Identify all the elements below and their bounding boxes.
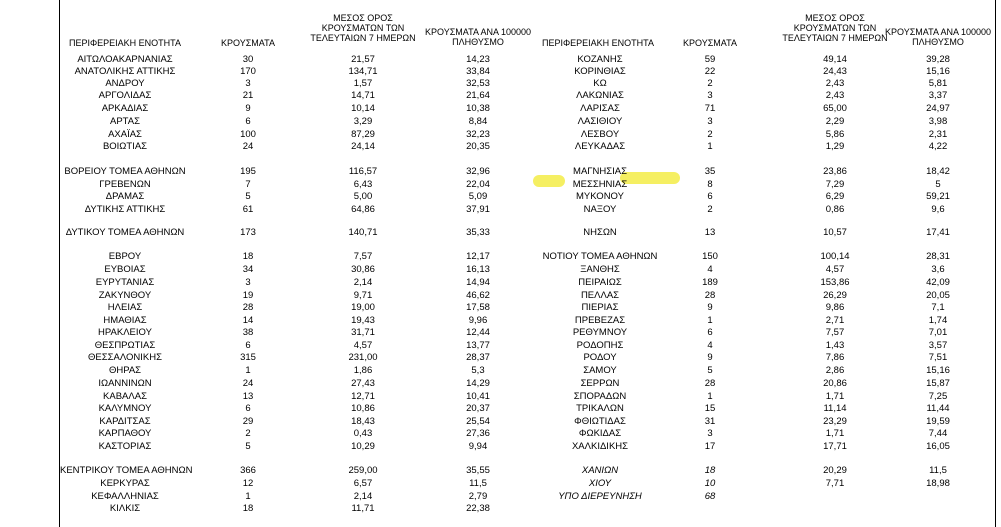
right-row-15-cases: 189 <box>702 277 718 288</box>
right-row-21-cases: 9 <box>707 352 713 363</box>
left-row-2-name: ΑΝΔΡΟΥ <box>105 78 145 89</box>
right-row-26-per: 19,59 <box>926 416 950 427</box>
right-row-8-name: ΜΑΓΝΗΣΙΑΣ <box>573 166 627 177</box>
left-row-9-per: 22,04 <box>466 179 490 190</box>
left-row-20-per: 13,77 <box>466 340 490 351</box>
right-row-17-avg: 9,86 <box>825 302 845 313</box>
right-row-10-cases: 6 <box>707 191 713 202</box>
right-row-9-avg: 7,29 <box>825 179 845 190</box>
right-row-27-name: ΦΩΚΙΔΑΣ <box>578 428 622 439</box>
left-row-20-avg: 4,57 <box>353 340 373 351</box>
right-row-20-name: ΡΟΔΟΠΗΣ <box>576 340 624 351</box>
left-row-9-name: ΓΡΕΒΕΝΩΝ <box>99 179 151 190</box>
right-row-23-per: 15,87 <box>926 378 950 389</box>
left-row-31-per: 2,79 <box>468 491 488 502</box>
right-row-21-avg: 7,86 <box>825 352 845 363</box>
left-row-28-avg: 10,29 <box>351 441 375 452</box>
right-row-16-avg: 26,29 <box>823 290 847 301</box>
right-row-29-name: ΧΑΝΙΩΝ <box>581 465 619 476</box>
right-row-17-name: ΠΙΕΡΙΑΣ <box>581 302 619 313</box>
right-row-0-per: 39,28 <box>926 54 950 65</box>
left-row-29-per: 35,55 <box>466 465 490 476</box>
left-row-17-per: 17,58 <box>466 302 490 313</box>
right-row-0-name: ΚΟΖΑΝΗΣ <box>577 54 623 65</box>
right-row-30-avg: 7,71 <box>825 478 845 489</box>
right-row-2-per: 5,81 <box>928 78 948 89</box>
left-row-3-avg: 14,71 <box>351 90 375 101</box>
right-row-5-avg: 2,29 <box>825 116 845 127</box>
left-row-29-cases: 366 <box>240 465 256 476</box>
left-row-30-cases: 12 <box>242 478 254 489</box>
left-row-17-cases: 28 <box>242 302 254 313</box>
right-row-26-avg: 23,29 <box>823 416 847 427</box>
left-row-9-avg: 6,43 <box>353 179 373 190</box>
left-row-2-avg: 1,57 <box>353 78 373 89</box>
left-row-13-cases: 18 <box>242 251 254 262</box>
right-row-12-cases: 13 <box>704 227 716 238</box>
left-row-17-avg: 19,00 <box>351 302 375 313</box>
left-row-24-cases: 13 <box>242 391 254 402</box>
right-row-7-per: 4,22 <box>928 141 948 152</box>
right-row-9-per: 5 <box>935 179 941 190</box>
header-per100k-right: ΚΡΟΥΣΜΑΤΑ ΑΝΑ 100000 ΠΛΗΘΥΣΜΟ <box>885 27 991 47</box>
left-row-28-per: 9,94 <box>468 441 488 452</box>
left-row-1-cases: 170 <box>240 66 256 77</box>
left-row-15-per: 14,94 <box>466 277 490 288</box>
right-row-20-avg: 1,43 <box>825 340 845 351</box>
header-cases-left: ΚΡΟΥΣΜΑΤΑ <box>221 38 275 48</box>
left-row-14-avg: 30,86 <box>351 264 375 275</box>
right-row-4-avg: 65,00 <box>823 103 847 114</box>
left-row-19-per: 12,44 <box>466 327 490 338</box>
right-row-11-name: ΝΑΞΟΥ <box>583 204 617 215</box>
right-row-30-cases: 10 <box>704 478 716 489</box>
left-row-6-cases: 100 <box>240 129 256 140</box>
left-row-12-name: ΔΥΤΙΚΟΥ ΤΟΜΕΑ ΑΘΗΝΩΝ <box>65 227 185 238</box>
left-row-0-cases: 30 <box>242 54 254 65</box>
right-row-16-name: ΠΕΛΛΑΣ <box>580 290 620 301</box>
left-row-32-name: ΚΙΛΚΙΣ <box>109 503 141 514</box>
right-row-13-avg: 100,14 <box>820 251 850 262</box>
left-row-4-per: 10,38 <box>466 103 490 114</box>
left-row-28-cases: 5 <box>245 441 251 452</box>
left-row-11-per: 37,91 <box>466 204 490 215</box>
right-row-15-per: 42,09 <box>926 277 950 288</box>
right-row-10-name: ΜΥΚΟΝΟΥ <box>576 191 624 202</box>
left-row-12-per: 35,33 <box>466 227 490 238</box>
left-row-23-per: 14,29 <box>466 378 490 389</box>
left-row-7-name: ΒΟΙΩΤΙΑΣ <box>102 141 148 152</box>
left-row-3-per: 21,64 <box>466 90 490 101</box>
left-row-18-per: 9,96 <box>468 315 488 326</box>
right-row-22-cases: 5 <box>707 365 713 376</box>
header-region-right: ΠΕΡΙΦΕΡΕΙΑΚΗ ΕΝΟΤΗΤΑ <box>541 38 655 48</box>
left-row-20-name: ΘΕΣΠΡΩΤΙΑΣ <box>94 340 156 351</box>
left-row-10-per: 5,09 <box>468 191 488 202</box>
left-row-1-avg: 134,71 <box>348 66 378 77</box>
right-row-24-avg: 1,71 <box>825 391 845 402</box>
left-row-26-cases: 29 <box>242 416 254 427</box>
left-row-2-per: 32,53 <box>466 78 490 89</box>
left-row-10-avg: 5,00 <box>353 191 373 202</box>
left-row-31-cases: 1 <box>245 491 251 502</box>
left-row-30-avg: 6,57 <box>353 478 373 489</box>
right-row-25-cases: 15 <box>704 403 716 414</box>
left-row-0-name: ΑΙΤΩΛΟΑΚΑΡΝΑΝΙΑΣ <box>77 54 173 65</box>
left-row-25-cases: 6 <box>245 403 251 414</box>
right-row-29-avg: 20,29 <box>823 465 847 476</box>
right-row-1-name: ΚΟΡΙΝΘΙΑΣ <box>574 66 626 77</box>
left-row-30-name: ΚΕΡΚΥΡΑΣ <box>100 478 150 489</box>
left-row-11-cases: 61 <box>242 204 254 215</box>
left-row-32-per: 22,38 <box>466 503 490 514</box>
left-row-25-per: 20,37 <box>466 403 490 414</box>
right-row-18-name: ΠΡΕΒΕΖΑΣ <box>574 315 626 326</box>
right-row-6-name: ΛΕΣΒΟΥ <box>580 129 620 140</box>
right-row-21-name: ΡΟΔΟΥ <box>583 352 617 363</box>
left-row-4-avg: 10,14 <box>351 103 375 114</box>
right-row-29-cases: 18 <box>704 465 716 476</box>
right-row-27-per: 7,44 <box>928 428 948 439</box>
left-row-0-per: 14,23 <box>466 54 490 65</box>
right-row-2-name: ΚΩ <box>593 78 607 89</box>
left-row-18-name: ΗΜΑΘΙΑΣ <box>103 315 147 326</box>
left-row-25-name: ΚΑΛΥΜΝΟΥ <box>98 403 152 414</box>
left-row-7-avg: 24,14 <box>351 141 375 152</box>
left-row-5-cases: 6 <box>245 116 251 127</box>
left-row-26-name: ΚΑΡΔΙΤΣΑΣ <box>99 416 151 427</box>
right-row-28-avg: 17,71 <box>823 441 847 452</box>
right-row-29-per: 11,5 <box>929 465 947 476</box>
left-row-27-avg: 0,43 <box>353 428 373 439</box>
left-row-6-name: ΑΧΑΪΑΣ <box>108 129 142 140</box>
right-row-11-cases: 2 <box>707 204 713 215</box>
right-row-0-avg: 49,14 <box>823 54 847 65</box>
right-row-28-name: ΧΑΛΚΙΔΙΚΗΣ <box>571 441 629 452</box>
right-row-4-per: 24,97 <box>926 103 950 114</box>
left-row-8-cases: 195 <box>240 166 256 177</box>
right-row-24-per: 7,25 <box>928 391 948 402</box>
left-row-22-name: ΘΗΡΑΣ <box>108 365 142 376</box>
right-row-18-cases: 1 <box>707 315 713 326</box>
right-row-26-cases: 31 <box>704 416 716 427</box>
left-row-22-per: 5,3 <box>471 365 485 376</box>
right-row-0-cases: 59 <box>704 54 716 65</box>
left-row-8-name: ΒΟΡΕΙΟΥ ΤΟΜΕΑ ΑΘΗΝΩΝ <box>64 166 186 177</box>
left-row-32-avg: 11,71 <box>351 503 375 514</box>
right-row-22-name: ΣΑΜΟΥ <box>583 365 617 376</box>
right-row-20-per: 3,57 <box>928 340 948 351</box>
left-row-29-avg: 259,00 <box>348 465 378 476</box>
header-cases-right: ΚΡΟΥΣΜΑΤΑ <box>683 38 737 48</box>
left-row-8-per: 32,96 <box>466 166 490 177</box>
left-row-29-name: ΚΕΝΤΡΙΚΟΥ ΤΟΜΕΑ ΑΘΗΝΩΝ <box>60 465 193 476</box>
left-row-14-per: 16,13 <box>466 264 490 275</box>
left-row-4-cases: 9 <box>245 103 251 114</box>
left-row-18-avg: 19,43 <box>351 315 375 326</box>
left-row-3-name: ΑΡΓΟΛΙΔΑΣ <box>98 90 152 101</box>
left-row-4-name: ΑΡΚΑΔΙΑΣ <box>101 103 149 114</box>
right-row-25-per: 11,44 <box>926 403 950 414</box>
right-row-20-cases: 4 <box>707 340 713 351</box>
right-row-19-avg: 7,57 <box>825 327 845 338</box>
right-row-26-name: ΦΘΙΩΤΙΔΑΣ <box>574 416 626 427</box>
right-row-18-avg: 2,71 <box>825 315 845 326</box>
left-row-6-avg: 87,29 <box>351 129 375 140</box>
right-row-30-name: ΧΙΟΥ <box>588 478 612 489</box>
right-row-4-name: ΛΑΡΙΣΑΣ <box>580 103 620 114</box>
right-row-3-name: ΛΑΚΩΝΙΑΣ <box>576 90 624 101</box>
left-row-17-name: ΗΛΕΙΑΣ <box>107 302 143 313</box>
right-row-7-avg: 1,29 <box>825 141 845 152</box>
left-row-21-avg: 231,00 <box>348 352 378 363</box>
right-row-10-per: 59,21 <box>926 191 950 202</box>
left-row-27-cases: 2 <box>245 428 251 439</box>
right-row-12-name: ΝΗΣΩΝ <box>583 227 617 238</box>
left-row-16-per: 46,62 <box>466 290 490 301</box>
right-row-3-per: 3,37 <box>928 90 948 101</box>
left-row-1-name: ΑΝΑΤΟΛΙΚΗΣ ΑΤΤΙΚΗΣ <box>74 66 176 77</box>
left-row-25-avg: 10,86 <box>351 403 375 414</box>
left-row-27-name: ΚΑΡΠΑΘΟΥ <box>98 428 152 439</box>
right-row-9-cases: 8 <box>707 179 713 190</box>
right-row-16-cases: 28 <box>704 290 716 301</box>
right-row-27-cases: 3 <box>707 428 713 439</box>
left-row-3-cases: 21 <box>242 90 254 101</box>
right-row-21-per: 7,51 <box>928 352 948 363</box>
right-row-19-cases: 6 <box>707 327 713 338</box>
right-row-23-name: ΣΕΡΡΩΝ <box>580 378 620 389</box>
right-row-23-cases: 28 <box>704 378 716 389</box>
header-avg7-right: ΜΕΣΟΣ ΟΡΟΣ ΚΡΟΥΣΜΑΤΩΝ ΤΩΝ ΤΕΛΕΥΤΑΙΩΝ 7 ΗΜΕΡΩΝ <box>782 13 888 43</box>
left-row-14-cases: 34 <box>242 264 254 275</box>
right-row-11-per: 9,6 <box>931 204 945 215</box>
left-row-12-cases: 173 <box>240 227 256 238</box>
right-row-5-cases: 3 <box>707 116 713 127</box>
left-row-21-per: 28,37 <box>466 352 490 363</box>
left-row-18-cases: 14 <box>242 315 254 326</box>
left-row-23-name: ΙΩΑΝΝΙΝΩΝ <box>98 378 152 389</box>
right-row-3-avg: 2,43 <box>825 90 845 101</box>
right-row-14-name: ΞΑΝΘΗΣ <box>580 264 620 275</box>
left-row-11-avg: 64,86 <box>351 204 375 215</box>
right-row-14-cases: 4 <box>707 264 713 275</box>
right-row-2-cases: 2 <box>707 78 713 89</box>
left-row-7-per: 20,35 <box>466 141 490 152</box>
right-row-8-cases: 35 <box>704 166 716 177</box>
footer-cut-text <box>62 520 992 527</box>
left-row-2-cases: 3 <box>245 78 251 89</box>
right-row-28-cases: 17 <box>704 441 716 452</box>
right-row-4-cases: 71 <box>704 103 716 114</box>
left-row-21-name: ΘΕΣΣΑΛΟΝΙΚΗΣ <box>88 352 162 363</box>
right-row-30-per: 18,98 <box>926 478 950 489</box>
right-row-16-per: 20,05 <box>926 290 950 301</box>
right-row-22-avg: 2,86 <box>825 365 845 376</box>
left-row-32-cases: 18 <box>242 503 254 514</box>
right-row-7-cases: 1 <box>707 141 713 152</box>
right-row-17-cases: 9 <box>707 302 713 313</box>
right-row-2-avg: 2,43 <box>825 78 845 89</box>
left-row-21-cases: 315 <box>240 352 256 363</box>
right-row-19-name: ΡΕΘΥΜΝΟΥ <box>572 327 628 338</box>
left-row-22-avg: 1,86 <box>353 365 373 376</box>
right-row-31-name: ΥΠΟ ΔΙΕΡΕΥΝΗΣΗ <box>558 491 642 502</box>
left-row-15-cases: 3 <box>245 277 251 288</box>
left-row-24-per: 10,41 <box>466 391 490 402</box>
right-row-1-per: 15,16 <box>926 66 950 77</box>
right-row-6-avg: 5,86 <box>825 129 845 140</box>
left-row-20-cases: 6 <box>245 340 251 351</box>
right-row-7-name: ΛΕΥΚΑΔΑΣ <box>574 141 626 152</box>
left-row-31-name: ΚΕΦΑΛΛΗΝΙΑΣ <box>91 491 159 502</box>
right-row-3-cases: 3 <box>707 90 713 101</box>
right-row-17-per: 7,1 <box>931 302 945 313</box>
right-row-5-per: 3,98 <box>928 116 948 127</box>
left-row-23-cases: 24 <box>242 378 254 389</box>
right-row-9-name: ΜΕΣΣΗΝΙΑΣ <box>572 179 628 190</box>
right-row-14-avg: 4,57 <box>825 264 845 275</box>
left-row-30-per: 11,5 <box>469 478 487 489</box>
left-row-23-avg: 27,43 <box>351 378 375 389</box>
right-row-31-cases: 68 <box>704 491 716 502</box>
right-row-12-per: 17,41 <box>926 227 950 238</box>
left-row-5-per: 8,84 <box>468 116 488 127</box>
header-avg7-left: ΜΕΣΟΣ ΟΡΟΣ ΚΡΟΥΣΜΑΤΩΝ ΤΩΝ ΤΕΛΕΥΤΑΙΩΝ 7 ΗΜΕΡΩΝ <box>310 13 416 43</box>
right-row-1-avg: 24,43 <box>823 66 847 77</box>
left-row-19-avg: 31,71 <box>351 327 375 338</box>
right-row-13-name: ΝΟΤΙΟΥ ΤΟΜΕΑ ΑΘΗΝΩΝ <box>542 251 658 262</box>
left-row-19-name: ΗΡΑΚΛΕΙΟΥ <box>98 327 152 338</box>
left-row-1-per: 33,84 <box>466 66 490 77</box>
left-row-13-avg: 7,57 <box>353 251 373 262</box>
right-row-5-name: ΛΑΣΙΘΙΟΥ <box>577 116 623 127</box>
left-row-7-cases: 24 <box>242 141 254 152</box>
right-row-15-name: ΠΕΙΡΑΙΩΣ <box>578 277 622 288</box>
left-row-31-avg: 2,14 <box>353 491 373 502</box>
left-row-13-name: ΕΒΡΟΥ <box>108 251 142 262</box>
right-row-13-per: 28,31 <box>926 251 950 262</box>
left-row-10-cases: 5 <box>245 191 251 202</box>
right-row-12-avg: 10,57 <box>823 227 847 238</box>
header-region-left: ΠΕΡΙΦΕΡΕΙΑΚΗ ΕΝΟΤΗΤΑ <box>68 38 182 48</box>
right-row-1-cases: 22 <box>704 66 716 77</box>
left-row-6-per: 32,23 <box>466 129 490 140</box>
right-row-27-avg: 1,71 <box>825 428 845 439</box>
left-row-24-avg: 12,71 <box>351 391 375 402</box>
left-row-26-avg: 18,43 <box>351 416 375 427</box>
left-row-12-avg: 140,71 <box>348 227 378 238</box>
right-row-25-name: ΤΡΙΚΑΛΩΝ <box>576 403 624 414</box>
right-row-24-cases: 1 <box>707 391 713 402</box>
left-row-5-avg: 3,29 <box>353 116 373 127</box>
right-row-10-avg: 6,29 <box>825 191 845 202</box>
left-row-28-name: ΚΑΣΤΟΡΙΑΣ <box>98 441 152 452</box>
left-row-24-name: ΚΑΒΑΛΑΣ <box>103 391 147 402</box>
left-row-0-avg: 21,57 <box>351 54 375 65</box>
right-row-14-per: 3,6 <box>931 264 945 275</box>
left-row-10-name: ΔΡΑΜΑΣ <box>105 191 145 202</box>
right-row-8-per: 18,42 <box>926 166 950 177</box>
right-row-25-avg: 11,14 <box>823 403 847 414</box>
left-row-15-name: ΕΥΡΥΤΑΝΙΑΣ <box>95 277 155 288</box>
right-row-19-per: 7,01 <box>928 327 948 338</box>
right-row-13-cases: 150 <box>702 251 718 262</box>
left-row-27-per: 27,36 <box>466 428 490 439</box>
left-row-15-avg: 2,14 <box>353 277 373 288</box>
right-row-23-avg: 20,86 <box>823 378 847 389</box>
left-row-14-name: ΕΥΒΟΙΑΣ <box>104 264 146 275</box>
left-row-26-per: 25,54 <box>466 416 490 427</box>
right-row-28-per: 16,05 <box>926 441 950 452</box>
left-row-19-cases: 38 <box>242 327 254 338</box>
right-row-8-avg: 23,86 <box>823 166 847 177</box>
right-row-6-cases: 2 <box>707 129 713 140</box>
left-row-16-name: ΖΑΚΥΝΘΟΥ <box>98 290 152 301</box>
right-row-24-name: ΣΠΟΡΑΔΩΝ <box>573 391 627 402</box>
left-row-5-name: ΑΡΤΑΣ <box>110 116 140 127</box>
left-row-13-per: 12,17 <box>466 251 490 262</box>
left-row-22-cases: 1 <box>245 365 251 376</box>
right-row-22-per: 15,16 <box>926 365 950 376</box>
right-row-18-per: 1,74 <box>928 315 948 326</box>
right-row-6-per: 2,31 <box>928 129 948 140</box>
left-row-16-avg: 9,71 <box>353 290 373 301</box>
left-row-9-cases: 7 <box>245 179 251 190</box>
left-row-8-avg: 116,57 <box>348 166 378 177</box>
left-row-11-name: ΔΥΤΙΚΗΣ ΑΤΤΙΚΗΣ <box>84 204 166 215</box>
right-row-15-avg: 153,86 <box>820 277 850 288</box>
header-per100k-left: ΚΡΟΥΣΜΑΤΑ ΑΝΑ 100000 ΠΛΗΘΥΣΜΟ <box>425 27 531 47</box>
left-row-16-cases: 19 <box>242 290 254 301</box>
right-row-11-avg: 0,86 <box>825 204 845 215</box>
